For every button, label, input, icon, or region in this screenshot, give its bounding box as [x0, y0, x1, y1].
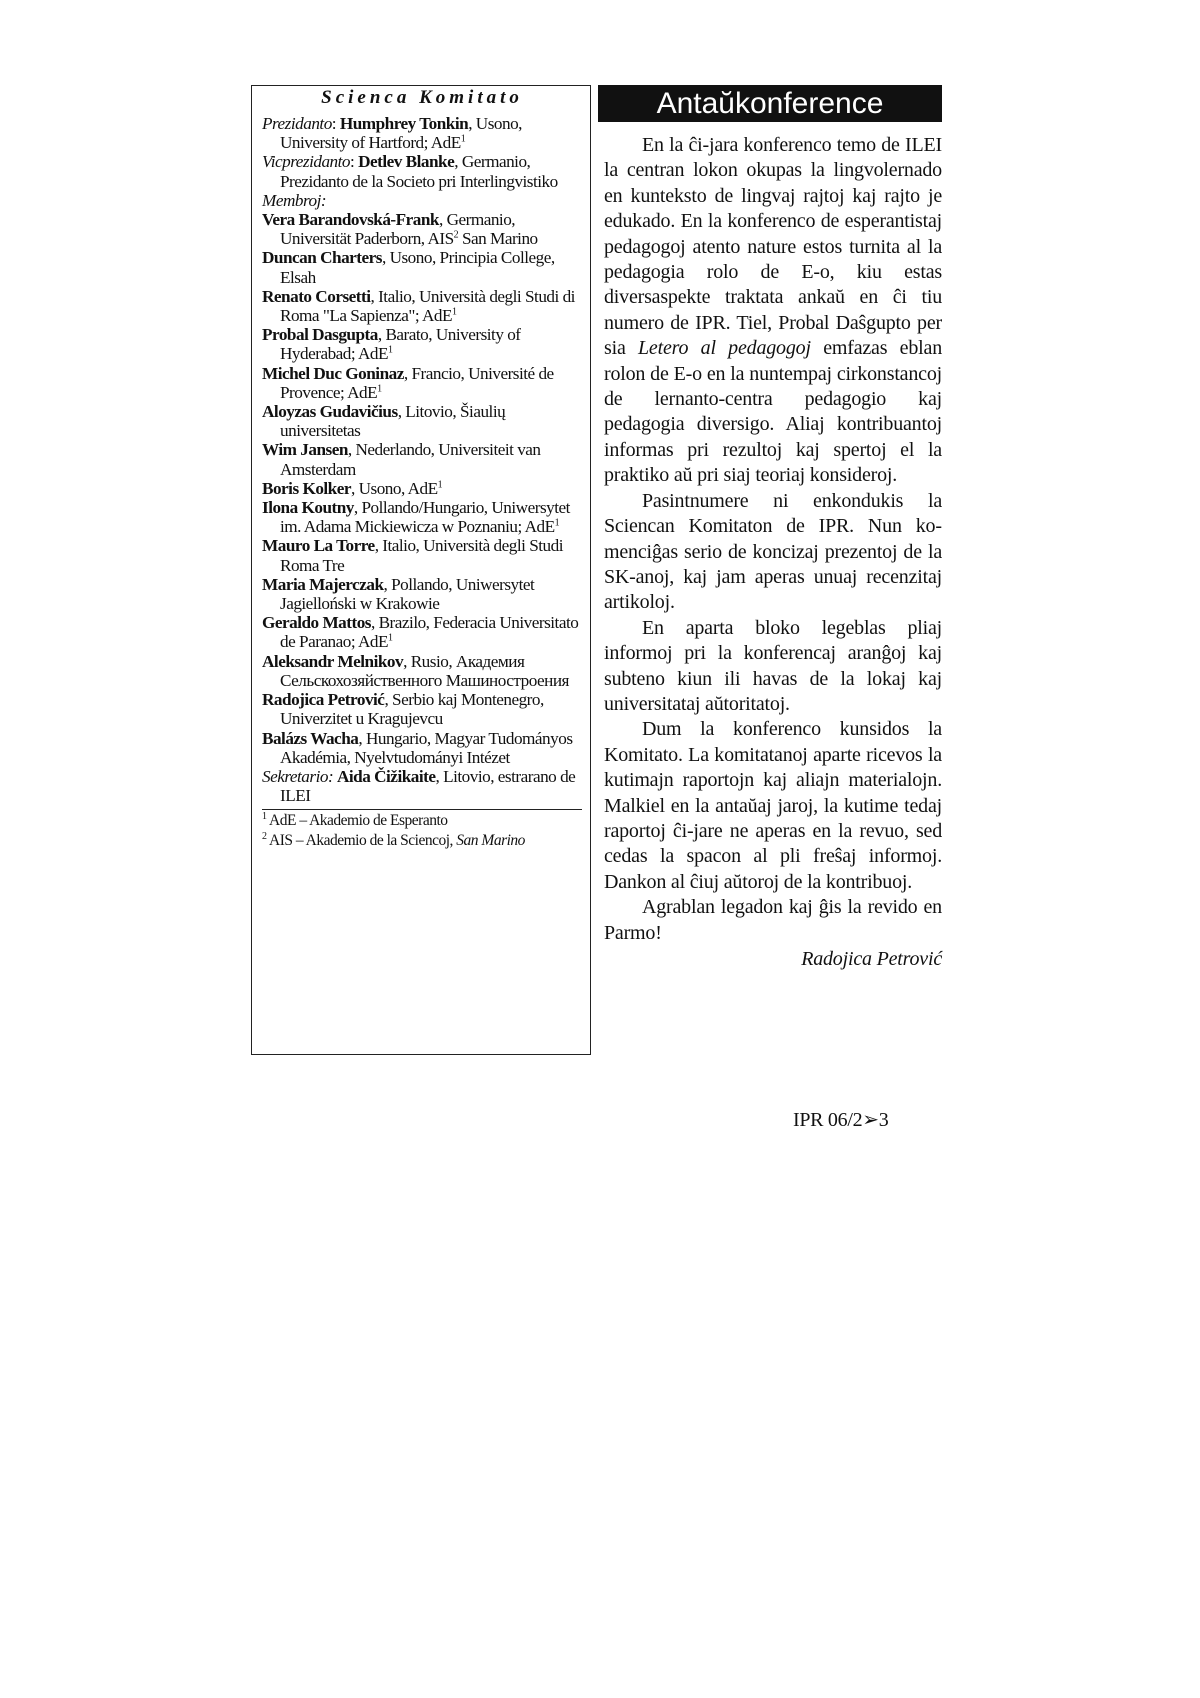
member-entry: Aloyzas Gudavičius, Litovio, Šiaulių universitetas	[262, 402, 506, 441]
footnote-ref: 2	[453, 229, 459, 241]
member-name: Wim Jansen	[262, 440, 348, 460]
member-info: Italio, Università degli Studi di Roma "La Sapienza"; AdE	[280, 286, 575, 326]
member-entry: Mauro La Torre, Italio, Università degli Studi Roma Tre	[262, 536, 563, 575]
article-heading: Antaŭkonference	[598, 85, 942, 122]
member-name: Geraldo Mattos	[262, 613, 371, 633]
paragraph-text: Dum la konferenco kunsidos la Komitato. La komitatanoj aparte ricevos la kutimajn raportojn kaj aliajn materialojn. Malkiel en la antaŭaj jaroj, la kutime tedaj raportoj ĉi-jare ne aperas en la revuo, sed cedas la spacon al pli freŝaj informoj. Dankon al ĉiuj aŭtoroj de la kontribuoj.	[604, 718, 942, 893]
article-paragraph	[604, 616, 942, 718]
member-name: Aleksandr Melnikov	[262, 651, 404, 671]
member-name: Balázs Wacha	[262, 728, 359, 748]
member-entry: Balázs Wacha, Hungario, Magyar Tudományos Akadémia, Nyelvtudományi Intézet	[262, 728, 573, 767]
member-info: Serbio kaj Montenegro, Univerzitet u Kragujevcu	[280, 690, 544, 729]
footnotes	[262, 809, 582, 850]
member-entry: Boris Kolker, Usono, AdE$^1$	[262, 478, 443, 498]
member-name: Vera Barandovská-Frank	[262, 210, 439, 230]
article-paragraphs	[604, 133, 942, 946]
paragraph-text: En aparta bloko legeblas pliaj informoj pri la konferencaj aranĝoj kaj subteno kiun ili havas de la lokaj kaj universitataj aŭtoritatoj.	[604, 616, 942, 715]
member-entry: Wim Jansen, Nederlando, Universiteit van Amsterdam	[262, 440, 541, 479]
secretary-name: Aida Čižikaite	[336, 766, 436, 786]
member-name: Renato Corsetti	[262, 286, 371, 306]
president-name: Humphrey Tonkin	[339, 114, 469, 133]
member-info: Hungario, Magyar Tudományos Akadémia, Nyelvtudományi Intézet	[280, 728, 573, 767]
member-entry: Aleksandr Melnikov, Rusio, Академия Сельскохозяйственного Машиностроения	[262, 651, 569, 690]
page-footer: IPR 06/2➢3	[793, 1109, 889, 1131]
footnote-ref: 1	[554, 517, 560, 529]
member-info: Italio, Università degli Studi Roma Tre	[280, 536, 563, 575]
member-name: Boris Kolker	[262, 478, 352, 498]
paragraph-text: emfazas eblan rolon de E-o en la nuntempaj cirkonstancoj de lernanto-centra pedagogio kaj pedagogia diversigo. Aliaj kontribuantoj informas pri rezultoj kaj spertoj el la praktiko aŭ pri siaj teoriaj konsideroj.	[604, 337, 942, 487]
vice-president-label: Vicprezidanto	[262, 152, 351, 172]
member-info: Pollando, Uniwersytet Jagielloński w Krakowie	[280, 574, 535, 614]
member-name: Mauro La Torre	[262, 536, 375, 556]
member-info-extra: San Marino	[458, 229, 538, 249]
footnote-1	[262, 811, 582, 831]
member-entry: Ilona Koutny, Pollando/Hungario, Uniwersytet im. Adama Mickiewicza w Poznaniu; AdE$^1$	[262, 498, 570, 537]
article-paragraph	[604, 717, 942, 895]
member-info: Litovio, Šiaulių universitetas	[280, 402, 506, 441]
member-name: Maria Majerczak	[262, 574, 384, 594]
secretary-entry: Sekretario: Aida Čižikaite, Litovio, estrarano de ILEI	[262, 766, 576, 806]
member-info: Usono, Principia College, Elsah	[280, 248, 555, 287]
article-signature: Radojica Petrović	[801, 948, 942, 970]
member-info: Germanio, Universität Paderborn, AIS	[280, 210, 516, 249]
footnote-text: AIS – Akademio de la Sciencoj,	[269, 831, 457, 849]
member-entry: Renato Corsetti, Italio, Università degli Studi di Roma "La Sapienza"; AdE$^1$	[262, 286, 575, 326]
member-entry: Michel Duc Goninaz, Francio, Université de Provence; AdE$^1$	[262, 363, 554, 402]
member-entry: Vera Barandovská-Frank, Germanio, Universität Paderborn, AIS$^2$ San Marino	[262, 210, 538, 249]
footnote-ref: 1	[437, 479, 443, 491]
secretary-info: Litovio, estrarano de ILEI	[280, 766, 576, 806]
footnote-ref: 1	[451, 306, 457, 318]
member-info: Brazilo, Federacia Universitato de Paranao; AdE	[280, 613, 579, 652]
member-entry: Probal Dasgupta, Barato, University of Hyderabad; AdE$^1$	[262, 325, 521, 364]
article-paragraph	[604, 133, 942, 489]
member-info: Nederlando, Universiteit van Amsterdam	[280, 440, 541, 479]
footnote-ref: 1	[388, 632, 393, 644]
italic-title: Letero al pedagogoj	[638, 337, 811, 360]
article-paragraph	[604, 489, 942, 616]
paragraph-text: Agrablan legadon kaj ĝis la revido en Parmo!	[604, 896, 942, 944]
member-entry: Radojica Petrović, Serbio kaj Montenegro, Univerzitet u Kragujevcu	[262, 690, 544, 729]
members-list	[262, 210, 582, 767]
member-name: Radojica Petrović	[262, 690, 385, 710]
member-name: Michel Duc Goninaz	[262, 363, 404, 383]
member-name: Aloyzas Gudavičius	[262, 402, 398, 422]
member-name: Ilona Koutny	[262, 498, 354, 518]
member-info: Usono, AdE	[358, 478, 438, 498]
members-label: Membroj	[262, 190, 321, 210]
member-info: Rusio, Академия Сельскохозяйственного Машиностроения	[280, 651, 569, 690]
president-info: Usono, University of Hartford; AdE	[280, 114, 522, 153]
committee-title: Scienca Komitato	[321, 87, 523, 108]
paragraph-text: Pasintnumere ni enkondukis la Sciencan Komitaton de IPR. Nun komenciĝas serio de koncizaj prezentoj de la SK-anoj, kaj jam aperas unuaj recenzitaj artikoloj.	[604, 489, 942, 614]
member-info: Barato, University of Hyderabad; AdE	[280, 325, 521, 364]
footnote-text: AdE – Akademio de Esperanto	[269, 812, 448, 830]
member-name: Probal Dasgupta	[262, 325, 378, 345]
footnote-ref: 1	[460, 133, 466, 145]
members-heading: Membroj:	[262, 190, 327, 210]
footnote-italic: San Marino	[456, 831, 525, 849]
paragraph-text: En la ĉi-jara konferenco temo de ILEI la centran lokon okupas la lingvolernado en kunteksto de lingvaj rajtoj kaj rajto je edukado. En la konferenco de esperantistaj pedagogoj atento nature estos turnita al la pedagogia rolo de E-o, kiu estas diversaspekte traktata ankaŭ en ĉi tiu numero de IPR. Tiel, Probal Daŝgupto per sia	[604, 134, 942, 360]
vice-president-entry: Vicprezidanto: Detlev Blanke, Germanio, Prezidanto de la Societo pri Interlingvistiko	[262, 152, 558, 191]
member-name: Duncan Charters	[262, 248, 382, 268]
vice-president-info: Germanio, Prezidanto de la Societo pri Interlingvistiko	[280, 152, 558, 191]
article-body	[598, 133, 942, 972]
member-info: Francio, Université de Provence; AdE	[280, 363, 554, 402]
president-label: Prezidanto	[262, 114, 332, 133]
footnote-number: 2	[262, 830, 267, 842]
member-info: Pollando/Hungario, Uniwersytet im. Adama Mickiewicza w Poznaniu; AdE	[280, 498, 570, 537]
secretary-label: Sekretario:	[262, 766, 334, 786]
member-entry: Duncan Charters, Usono, Principia College, Elsah	[262, 248, 555, 287]
scientific-committee-box	[251, 85, 591, 1055]
article-paragraph	[604, 895, 942, 946]
footnote-ref: 1	[388, 344, 393, 356]
article	[598, 85, 942, 972]
member-entry: Geraldo Mattos, Brazilo, Federacia Universitato de Paranao; AdE$^1$	[262, 613, 579, 652]
member-entry: Maria Majerczak, Pollando, Uniwersytet Jagielloński w Krakowie	[262, 574, 535, 614]
footnote-number: 1	[262, 811, 267, 823]
footnote-2	[262, 831, 582, 851]
footnote-ref: 1	[377, 383, 382, 395]
president-entry: Prezidanto: Humphrey Tonkin, Usono, University of Hartford; AdE$^1$	[262, 114, 522, 153]
vice-president-name: Detlev Blanke	[358, 152, 455, 172]
